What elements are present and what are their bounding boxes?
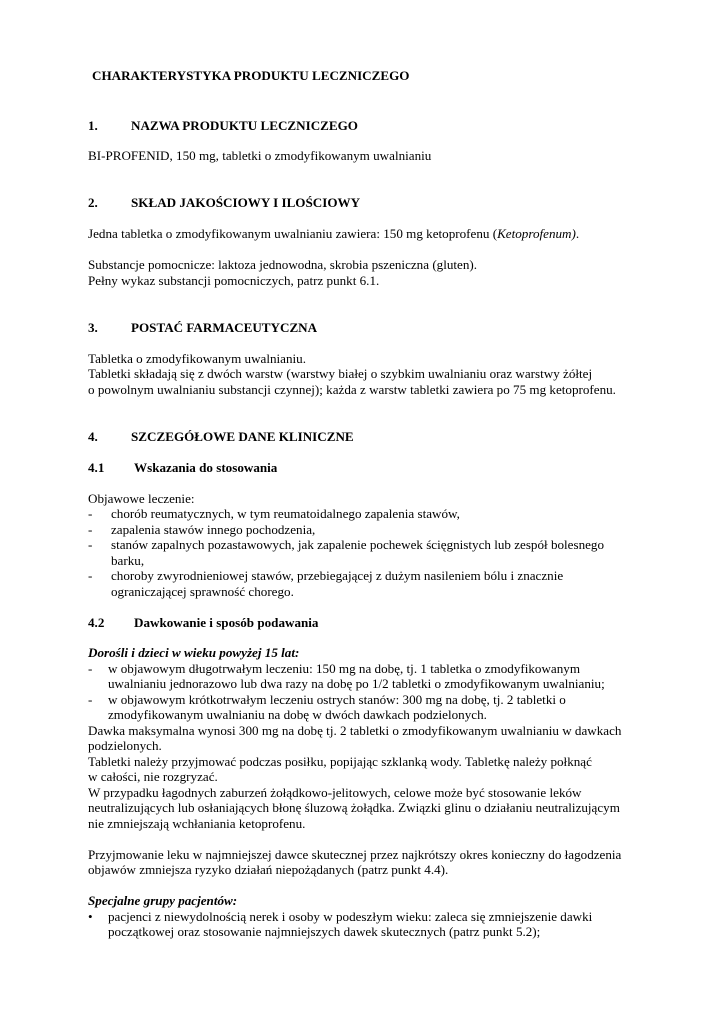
special-group-line: pacjenci z niewydolnością nerek i osoby w podeszłym wieku: zaleca się zmniejszenie dawki	[108, 909, 593, 924]
dosage-line: W przypadku łagodnych zaburzeń żołądkowo-jelitowych, celowe może być stosowanie leków	[88, 785, 582, 800]
dosage-line: Dawka maksymalna wynosi 300 mg na dobę tj. 2 tabletki o zmodyfikowanym uwalnianiu w dawkach	[88, 723, 622, 738]
section-1-number: 1.	[88, 118, 98, 133]
indication-item: chorób reumatycznych, w tym reumatoidalnego zapalenia stawów,	[111, 506, 460, 521]
section-2-number: 2.	[88, 195, 98, 210]
form-line-2: Tabletki składają się z dwóch warstw (warstwy białej o szybkim uwalnianiu oraz warstwy żółtej	[88, 366, 593, 381]
indication-item: zapalenia stawów innego pochodzenia,	[111, 522, 316, 537]
section-4-1-heading: Wskazania do stosowania	[134, 460, 278, 475]
special-group-line: początkowej oraz stosowanie najmniejszych dawek skutecznych (patrz punkt 5.2);	[108, 924, 541, 939]
bullet-icon: •	[88, 909, 93, 924]
section-3-heading: POSTAĆ FARMACEUTYCZNA	[131, 320, 318, 335]
form-line-3: o powolnym uwalnianiu substancji czynnej); każda z warstw tabletki zawiera po 75 mg ketoprofenu.	[88, 382, 616, 397]
lowest-dose-line: objawów zmniejsza ryzyko działań niepożądanych (patrz punkt 4.4).	[88, 862, 449, 877]
list-dash: -	[88, 568, 93, 583]
composition-text: Jedna tabletka o zmodyfikowanym uwalnianiu zawiera: 150 mg ketoprofenu (Ketoprofenum).	[88, 226, 580, 241]
dosage-line: w objawowym długotrwałym leczeniu: 150 mg na dobę, tj. 1 tabletka o zmodyfikowanym	[108, 661, 581, 676]
adults-subheading: Dorośli i dzieci w wieku powyżej 15 lat:	[88, 645, 300, 660]
document-title: CHARAKTERYSTYKA PRODUKTU LECZNICZEGO	[92, 68, 410, 83]
dosage-line: neutralizujących lub osłaniających błonę śluzową żołądka. Związki glinu o działaniu neutralizującym	[88, 800, 620, 815]
section-4-heading: SZCZEGÓŁOWE DANE KLINICZNE	[131, 429, 354, 444]
section-4-2-number: 4.2	[88, 615, 105, 630]
dosage-line: uwalnianiu jednorazowo lub dwa razy na dobę po 1/2 tabletki o zmodyfikowanym uwalnianiu;	[108, 676, 605, 691]
section-4-number: 4.	[88, 429, 98, 444]
excipients-line: Substancje pomocnicze: laktoza jednowodna, skrobia pszeniczna (gluten).	[88, 257, 478, 272]
dosage-line: podzielonych.	[88, 738, 162, 753]
dosage-line: zmodyfikowanym uwalnianiu na dobę w dwóch dawkach podzielonych.	[108, 707, 487, 722]
product-name-text: BI-PROFENID, 150 mg, tabletki o zmodyfikowanym uwalnianiu	[88, 148, 432, 163]
section-4-1-number: 4.1	[88, 460, 105, 475]
form-line-1: Tabletka o zmodyfikowanym uwalnianiu.	[88, 351, 306, 366]
lowest-dose-line: Przyjmowanie leku w najmniejszej dawce skutecznej przez najkrótszy okres konieczny do łagodzenia	[88, 847, 622, 862]
indication-item-continuation: barku,	[111, 553, 145, 568]
dosage-line: w objawowym krótkotrwałym leczeniu ostrych stanów: 300 mg na dobę, tj. 2 tabletki o	[108, 692, 566, 707]
list-dash: -	[88, 661, 93, 676]
list-dash: -	[88, 522, 93, 537]
indication-item-continuation: ograniczającej sprawność chorego.	[111, 584, 294, 599]
indication-item: stanów zapalnych pozastawowych, jak zapalenie pochewek ścięgnistych lub zespół bolesnego	[111, 537, 605, 552]
section-4-2-heading: Dawkowanie i sposób podawania	[134, 615, 319, 630]
section-1-heading: NAZWA PRODUKTU LECZNICZEGO	[131, 118, 358, 133]
list-dash: -	[88, 692, 93, 707]
dosage-line: w całości, nie rozgryzać.	[88, 769, 218, 784]
dosage-line: nie zmniejszają wchłaniania ketoprofenu.	[88, 816, 306, 831]
section-3-number: 3.	[88, 320, 98, 335]
indications-intro: Objawowe leczenie:	[88, 491, 195, 506]
list-dash: -	[88, 506, 93, 521]
section-2-heading: SKŁAD JAKOŚCIOWY I ILOŚCIOWY	[131, 195, 361, 210]
excipients-reference-line: Pełny wykaz substancji pomocniczych, patrz punkt 6.1.	[88, 273, 380, 288]
special-groups-subheading: Specjalne grupy pacjentów:	[88, 893, 238, 908]
dosage-line: Tabletki należy przyjmować podczas posiłku, popijając szklanką wody. Tabletkę należy połknąć	[88, 754, 592, 769]
list-dash: -	[88, 537, 93, 552]
indication-item: choroby zwyrodnieniowej stawów, przebiegającej z dużym nasileniem bólu i znacznie	[111, 568, 564, 583]
